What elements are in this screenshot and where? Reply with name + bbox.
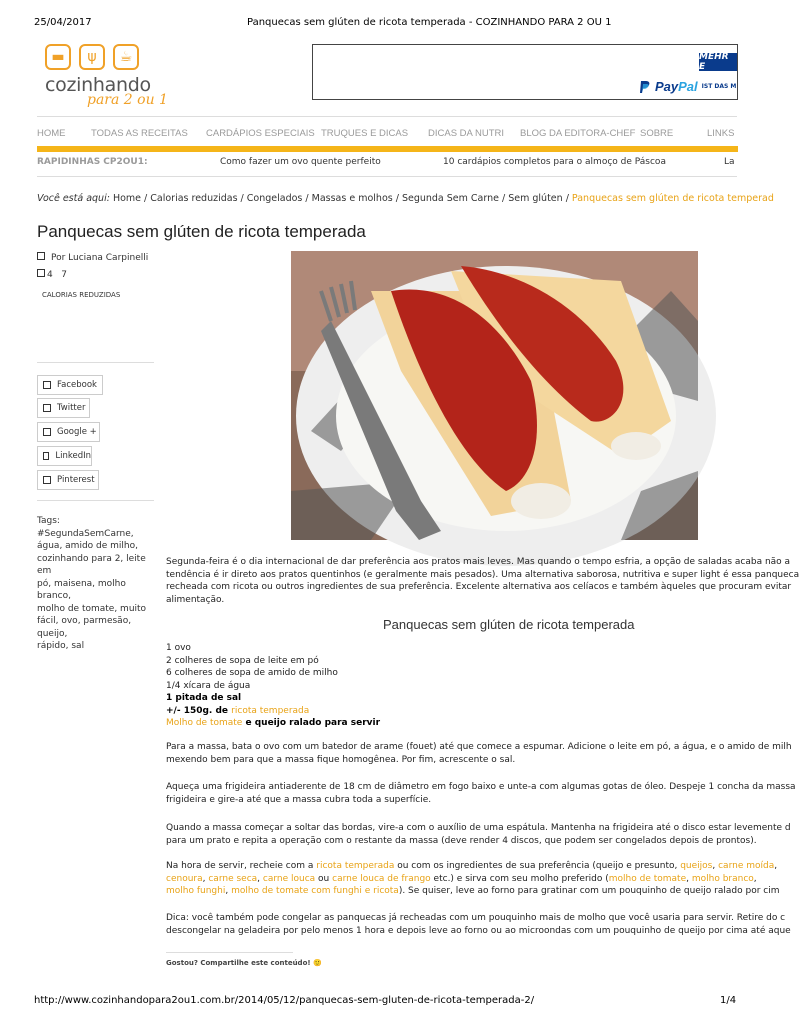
step-text: ,: [774, 861, 778, 871]
step-line: para um prato e repita a operação com o restante da massa (deve render 4 discos, que podem ser congelados depois de prontos).: [166, 835, 757, 846]
step-line: Aqueça uma frigideira antiaderente de 18 cm de diâmetro em fogo baixo e unte-a com algumas gotas de óleo. Despeje 1 concha da massa: [166, 782, 796, 792]
tags-line: molho de tomate, muito: [37, 603, 147, 614]
pot-icon: ▬: [45, 44, 71, 70]
step-text: Na hora de servir, recheie com a: [166, 861, 317, 871]
author-icon: [37, 252, 45, 260]
comments-icon: [37, 269, 45, 277]
paypal-logo: [639, 79, 736, 94]
intro-line: Segunda-feira é o dia internacional de dar preferência aos pratos mais leves. Mas quando o tempo esfria, a opção de saladas acaba não a: [166, 557, 791, 567]
logo-name: cozinhando: [45, 74, 151, 96]
linkedin-icon: [43, 452, 49, 460]
cenoura-link[interactable]: cenoura: [166, 873, 203, 884]
breadcrumb-prefix: Você está aqui:: [37, 193, 110, 204]
ricota-link[interactable]: ricota temperada: [316, 861, 395, 871]
print-date: 25/04/2017: [34, 17, 92, 28]
paypal-icon: [639, 80, 651, 94]
ingredient-text: e queijo ralado para servir: [242, 718, 381, 728]
ingredient-item: 2 colheres de sopa de leite em pó: [166, 655, 319, 666]
recipe-title: Panquecas sem glúten de ricota temperada: [383, 617, 635, 632]
facebook-icon: [43, 381, 51, 389]
page-title: Panquecas sem glúten de ricota temperada: [37, 222, 366, 241]
ad-cta[interactable]: MEHR E: [699, 53, 737, 71]
paypal-text: PayPal: [655, 79, 698, 94]
twitter-icon: [43, 404, 51, 412]
post-author: [37, 252, 148, 263]
step-line: [166, 885, 780, 898]
post-counts: [37, 269, 67, 280]
logo-icons: [45, 44, 168, 70]
step-text: etc.) e sirva com seu molho preferido (: [430, 873, 609, 884]
counts-text: 4 7: [47, 270, 68, 280]
share-pinterest-label: Pinterest: [57, 475, 95, 485]
share-google-label: Google +: [57, 427, 97, 437]
breadcrumb-current: Panquecas sem glúten de ricota temperad: [571, 193, 774, 204]
step-text: ,: [686, 873, 692, 884]
quick-divider: [37, 176, 737, 177]
nav-menus[interactable]: CARDÁPIOS ESPECIAIS: [206, 128, 315, 139]
step-2: [166, 781, 796, 806]
nav-divider-top: [37, 116, 737, 117]
ingredient-item: [166, 717, 380, 730]
author-name[interactable]: Por Luciana Carpinelli: [51, 253, 149, 263]
nav-tricks[interactable]: TRUQUES E DICAS: [321, 128, 409, 139]
ingredient-text: +/- 150g. de: [166, 705, 232, 716]
step-3: [166, 822, 791, 847]
ingredient-item: [166, 705, 380, 718]
breadcrumb-sem-gluten[interactable]: Sem glúten: [508, 193, 563, 204]
share-facebook-label: Facebook: [57, 380, 97, 390]
carne-moida-link[interactable]: carne moída: [718, 861, 775, 871]
sidebar-divider: [37, 362, 154, 363]
post-category[interactable]: CALORIAS REDUZIDAS: [42, 291, 121, 299]
share-linkedin-label: LinkedIn: [55, 451, 91, 461]
share-google[interactable]: [37, 422, 100, 442]
ingredient-item: 6 colheres de sopa de amido de milho: [166, 668, 338, 678]
print-url: http://www.cozinhandopara2ou1.com.br/2014/05/12/panquecas-sem-gluten-de-ricota-temperada-2/: [34, 995, 535, 1006]
carne-louca-link[interactable]: carne louca: [262, 873, 316, 884]
queijos-link[interactable]: queijos: [680, 861, 713, 871]
step-text: ,: [202, 873, 209, 884]
share-linkedin[interactable]: [37, 446, 92, 466]
pancakes-image: [291, 251, 698, 540]
step-1: [166, 741, 792, 766]
step-text: ,: [225, 886, 232, 896]
print-title: Panquecas sem glúten de ricota temperada - COZINHANDO PARA 2 OU 1: [247, 17, 612, 28]
cup-icon: ☕: [113, 44, 139, 70]
quick-label: RAPIDINHAS CP2OU1:: [37, 157, 148, 167]
nav-about[interactable]: SOBRE: [640, 128, 674, 139]
ingredient-item: 1 ovo: [166, 643, 191, 653]
breadcrumb-congelados[interactable]: Congelados: [246, 193, 303, 204]
tags-line: cozinhando para 2, leite em: [37, 553, 146, 576]
step-text: ). Se quiser, leve ao forno para gratinar com um pouquinho de queijo ralado por cim: [398, 886, 780, 896]
quick-link-2[interactable]: 10 cardápios completos para o almoço de Páscoa: [443, 157, 666, 167]
ingredients-list: [166, 642, 380, 730]
nav-links[interactable]: LINKS: [707, 128, 735, 139]
molho-tomate-link[interactable]: Molho de tomate: [166, 718, 243, 728]
step-line: mexendo bem para que a massa fique homogênea. Por fim, acrescente o sal.: [166, 754, 516, 765]
step-line: frigideira e gire-a até que a massa cubra toda a superfície.: [166, 794, 432, 805]
logo-tagline: para 2 ou 1: [87, 92, 168, 108]
carne-louca-frango-link[interactable]: carne louca de frango: [332, 873, 431, 884]
step-text: ,: [712, 861, 719, 871]
nav-home[interactable]: HOME: [37, 128, 66, 139]
ricota-link[interactable]: ricota temperada: [231, 705, 310, 716]
share-prompt: Gostou? Compartilhe este conteúdo! 🙂: [166, 959, 322, 967]
ingredient-item: 1/4 xícara de água: [166, 680, 251, 691]
tip: [166, 912, 791, 937]
nav-all-recipes[interactable]: TODAS AS RECEITAS: [91, 128, 188, 139]
share-divider: [166, 952, 293, 953]
carne-seca-link[interactable]: carne seca: [208, 873, 258, 884]
intro-line: alimentação.: [166, 594, 225, 605]
molho-funghi-link[interactable]: molho funghi: [166, 886, 226, 896]
tags-line: pó, maisena, molho branco,: [37, 578, 126, 601]
share-twitter-label: Twitter: [57, 403, 86, 413]
breadcrumb-home[interactable]: Home: [112, 193, 142, 204]
breadcrumb-calorias[interactable]: Calorias reduzidas: [150, 193, 238, 204]
nav-blog[interactable]: BLOG DA EDITORA-CHEF: [520, 128, 636, 139]
step-line: descongelar na geladeira por pelo menos 1 hora e depois leve ao forno ou ao microondas com um pouquinho de queijo por cima até aque: [166, 925, 791, 936]
intro-line: recheada com ricota ou outros ingredientes de sua preferência. Excelente alternativa aos celíacos e também àqueles que procuram evitar: [166, 582, 792, 592]
quick-link-1[interactable]: Como fazer um ovo quente perfeito: [220, 157, 381, 167]
step-line: Para a massa, bata o ovo com um batedor de arame (fouet) até que comece a espumar. Adicione o leite em pó, a água, e o amido de milh: [166, 742, 792, 752]
google-icon: [43, 428, 51, 436]
ingredient-item: 1 pitada de sal: [166, 693, 242, 703]
step-line: Quando a massa começar a soltar das bordas, vire-a com o auxílio de uma espátula. Mantenha na frigideira até o disco estar levemente d: [166, 823, 791, 833]
share-twitter[interactable]: [37, 398, 90, 418]
recipe-photo: [291, 251, 698, 540]
step-line: Dica: você também pode congelar as panquecas já recheadas com um pouquinho mais de molho que você usaria para servir. Retire do c: [166, 913, 786, 923]
share-pinterest[interactable]: [37, 470, 99, 490]
molho-tomate-funghi-link[interactable]: molho de tomate com funghi e ricota: [231, 886, 399, 896]
step-text: ,: [753, 873, 757, 884]
step-line: [166, 873, 757, 886]
intro-paragraph: [166, 556, 799, 606]
tags-line: Tags: #SegundaSemCarne,: [37, 516, 134, 539]
nav-nutri[interactable]: DICAS DA NUTRI: [428, 128, 505, 139]
tags-line: rápido, sal: [37, 641, 85, 651]
tags-line: água, amido de milho,: [37, 541, 138, 551]
step-text: ,: [257, 873, 263, 884]
post-tags: [37, 515, 157, 653]
ad-banner[interactable]: [312, 44, 738, 100]
breadcrumb-massas[interactable]: Massas e molhos: [311, 193, 393, 204]
molho-tomate-link[interactable]: molho de tomate: [608, 873, 687, 884]
cutlery-icon: ψ: [79, 44, 105, 70]
step-line: [166, 860, 778, 873]
accent-bar: [37, 146, 738, 152]
paypal-suffix: IST DAS M: [701, 83, 737, 90]
step-text: ou com os ingredientes de sua preferência (queijo e presunto,: [394, 861, 681, 871]
breadcrumb-segunda[interactable]: Segunda Sem Carne: [401, 193, 499, 204]
quick-link-3[interactable]: La: [724, 157, 735, 167]
step-4: [166, 860, 780, 898]
print-page: 1/4: [720, 995, 737, 1006]
breadcrumb: Você está aqui: Home / Calorias reduzidas / Congelados / Massas e molhos / Segunda Sem Carne / Sem glúten / Panquecas sem glúten de ricota temperad: [37, 193, 774, 204]
molho-branco-link[interactable]: molho branco: [691, 873, 754, 884]
tags-line: fácil, ovo, parmesão, queijo,: [37, 616, 132, 639]
share-facebook[interactable]: [37, 375, 103, 395]
sidebar-divider-2: [37, 500, 154, 501]
intro-line: tendência é ir direto aos pratos quentinhos (e geralmente mais pesados). Uma alternativa saborosa, nutritiva e super light é essa panqueca: [166, 569, 799, 580]
step-text: ou: [315, 873, 333, 884]
site-logo[interactable]: [45, 44, 168, 108]
pinterest-icon: [43, 476, 51, 484]
